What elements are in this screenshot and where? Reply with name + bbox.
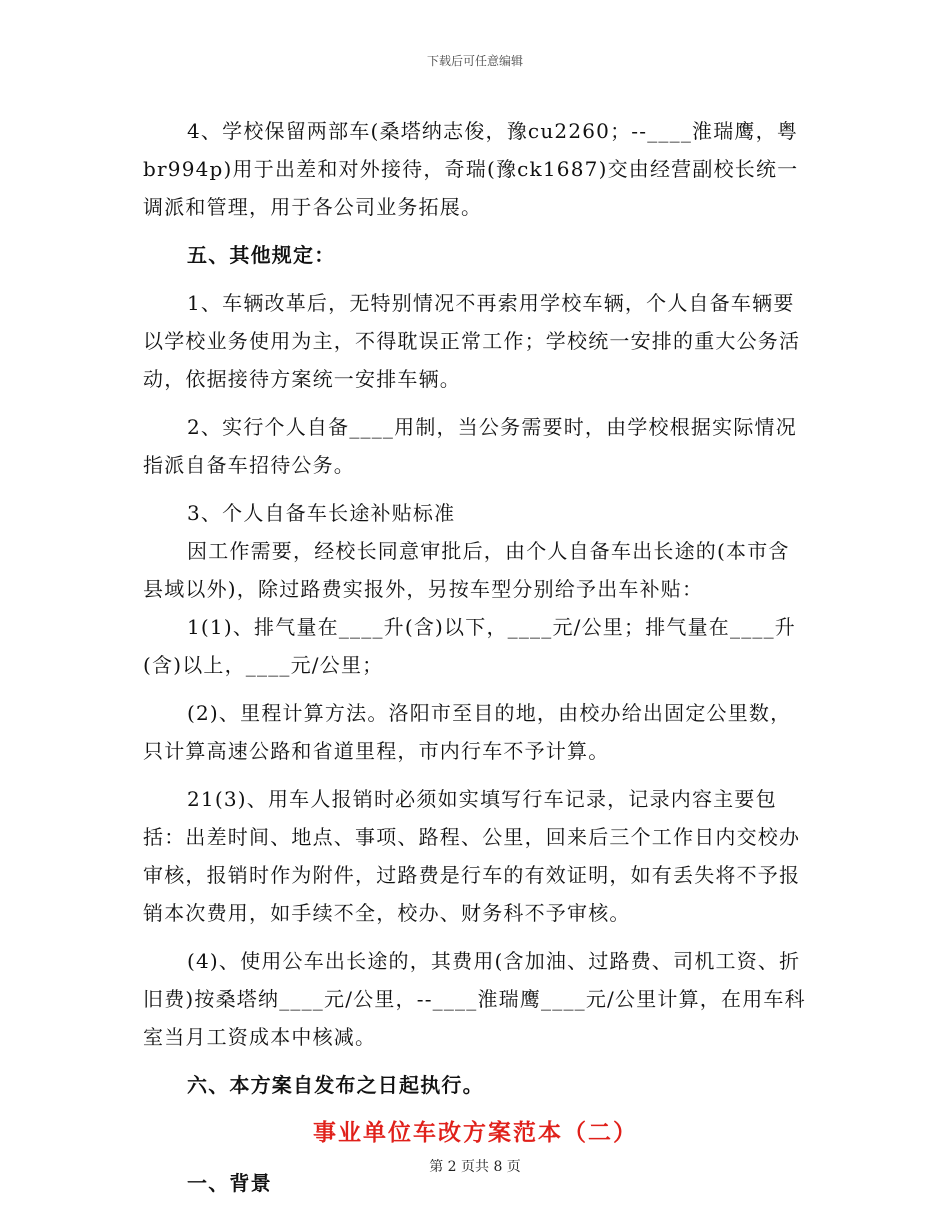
paragraph-rule-3b: 1(1)、排气量在____升(含)以下，____元/公里；排气量在____升(含)以上，____元/公里； xyxy=(143,615,796,677)
paragraph-rule-3d: 21(3)、用车人报销时必须如实填写行车记录，记录内容主要包括：出差时间、地点、事项、路程、公里，回来后三个工作日内交校办审核，报销时作为附件，过路费是行车的有效证明，如有丢失将不予报销本次费用，如手续不全，校办、财务科不予审核。 xyxy=(143,787,801,925)
paragraph-4: 4、学校保留两部车(桑塔纳志俊，豫cu2260；--____淮瑞鹰，粤br994p)用于出差和对外接待，奇瑞(豫ck1687)交由经营副校长统一调派和管理，用于各公司业务拓展。 xyxy=(143,119,799,219)
subsection-heading-background: 一、背景 xyxy=(187,1171,272,1195)
heading-section-5: 五、其他规定： xyxy=(187,243,336,267)
document-body xyxy=(143,112,808,1202)
section-title: 事业单位车改方案范本（二） xyxy=(313,1119,638,1146)
paragraph-rule-2: 2、实行个人自备____用制，当公务需要时，由学校根据实际情况指派自备车招待公务。 xyxy=(143,415,797,477)
page-header: 下载后可任意编辑 xyxy=(426,54,523,68)
paragraph-rule-1: 1、车辆改革后，无特别情况不再索用学校车辆，个人自备车辆要以学校业务使用为主，不得耽误正常工作；学校统一安排的重大公务活动，依据接待方案统一安排车辆。 xyxy=(143,291,801,391)
heading-section-6: 六、本方案自发布之日起执行。 xyxy=(187,1073,484,1097)
paragraph-rule-3a: 因工作需要，经校长同意审批后，由个人自备车出长途的(本市含县域以外)，除过路费实报外，另按车型分别给予出车补贴： xyxy=(143,539,790,601)
paragraph-rule-3e: (4)、使用公车出长途的，其费用(含加油、过路费、司机工资、折旧费)按桑塔纳____元/公里，--____淮瑞鹰____元/公里计算，在用车科室当月工资成本中核减。 xyxy=(143,949,806,1049)
paragraph-rule-3: 3、个人自备车长途补贴标准 xyxy=(187,501,456,525)
paragraph-rule-3c: (2)、里程计算方法。洛阳市至目的地，由校办给出固定公里数，只计算高速公路和省道里程，市内行车不予计算。 xyxy=(143,701,792,763)
page-footer: 第 2 页共 8 页 xyxy=(429,1159,521,1175)
